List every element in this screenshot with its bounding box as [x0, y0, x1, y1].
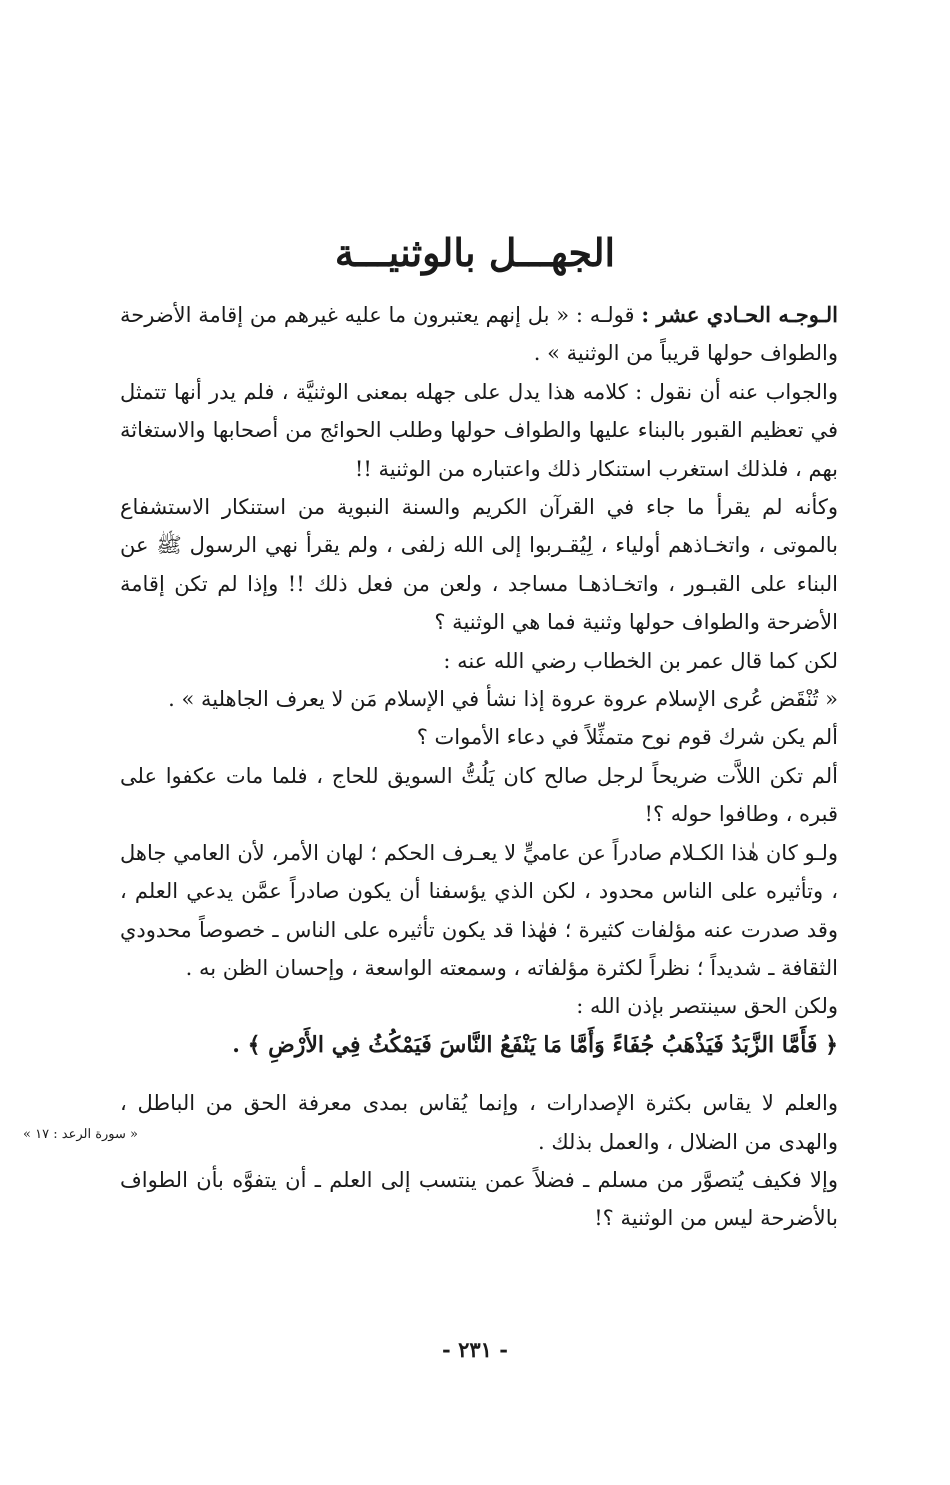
- paragraph-2: والجواب عنه أن نقول : كلامه هذا يدل على جهله بمعنى الوثنيَّة ، فلم يدر أنها تتمثل في تعظيم القبور بالبناء عليها والطواف حولها وطلب الحوائج من أصحابها والاستغاثة بهم ، فلذلك استغرب استنكار ذلك واعتباره من الوثنية !!: [120, 379, 838, 481]
- paragraph-6: ألم يكن شرك قوم نوح متمثِّلاً في دعاء الأموات ؟: [416, 725, 838, 750]
- paragraph-1: [120, 296, 838, 373]
- paragraph-8: ولـو كان هٰذا الكـلام صادراً عن عاميٍّ لا يعـرف الحكم ؛ لهان الأمر، لأن العامي جاهل ، وتأثيره على الناس محدود ، لكن الذي يؤسفنا أن يكون صادراً عمَّن يدعي العلم ، وقد صدرت عنه مؤلفات كثيرة ؛ فهٰذا قد يكون تأثيره على الناس ـ خصوصاً محدودي الثقافة ـ شديداً ؛ نظراً لكثرة مؤلفاته ، وسمعته الواسعة ، وإحسان الظن به .: [120, 840, 838, 980]
- section-lead: الـوجـه الحـادي عشر :: [641, 302, 838, 327]
- paragraph-4: لكن كما قال عمر بن الخطاب رضي الله عنه :: [443, 648, 838, 673]
- paragraph-12: وإلا فكيف يُتصوَّر من مسلم ـ فضلاً عمن ينتسب إلى العلم ـ أن يتفوَّه بأن الطواف بالأضرحة ليس من الوثنية ؟!: [120, 1167, 838, 1231]
- paragraph-11: والعلم لا يقاس بكثرة الإصدارات ، وإنما يُقاس بمدى معرفة الحق من الباطل ، والهدى من الضلال ، والعمل بذلك .: [120, 1091, 838, 1154]
- paragraph-1-text: قولـه : « بل إنهم يعتبرون ما عليه غيرهم من إقامة الأضرحة والطواف حولها قريباً من الوثنية » .: [120, 303, 838, 366]
- body-text: [120, 296, 838, 1238]
- verse-reference: « سورة الرعد : ١٧ »: [23, 1127, 138, 1142]
- page-number: - ٢٣١ -: [442, 1337, 508, 1362]
- paragraph-7: ألم تكن اللاَّت ضريحاً لرجل صالح كان يَلُتُّ السويق للحاج ، فلما مات عكفوا على قبره ، وطافوا حوله ؟!: [120, 763, 838, 827]
- paragraph-3: وكأنه لم يقرأ ما جاء في القرآن الكريم والسنة النبوية من استنكار الاستشفاع بالموتى ، واتخـاذهم أولياء ، لِيُقـربوا إلى الله زلفى ، ولم يقرأ نهي الرسول ﷺ عن البناء على القبـور ، واتخـاذهـا مساجد ، ولعن من فعل ذلك !! وإذا لم تكن إقامة الأضرحة والطواف حولها وثنية فما هي الوثنية ؟: [120, 495, 838, 635]
- page-title: الجهـــل بالوثنيـــة: [334, 230, 616, 275]
- quote-omar: « تُنْقَض عُرى الإسلام عروة عروة إذا نشأ في الإسلام مَن لا يعرف الجاهلية » .: [168, 687, 838, 712]
- quran-verse: ﴿ فَأَمَّا الزَّبَدُ فَيَذْهَبُ جُفَاءً وَأَمَّا مَا يَنْفَعُ النَّاسَ فَيَمْكُثُ فِي الأَرْضِ ﴾ .: [232, 1031, 838, 1058]
- paragraph-9: ولكن الحق سينتصر بإذن الله :: [576, 994, 838, 1019]
